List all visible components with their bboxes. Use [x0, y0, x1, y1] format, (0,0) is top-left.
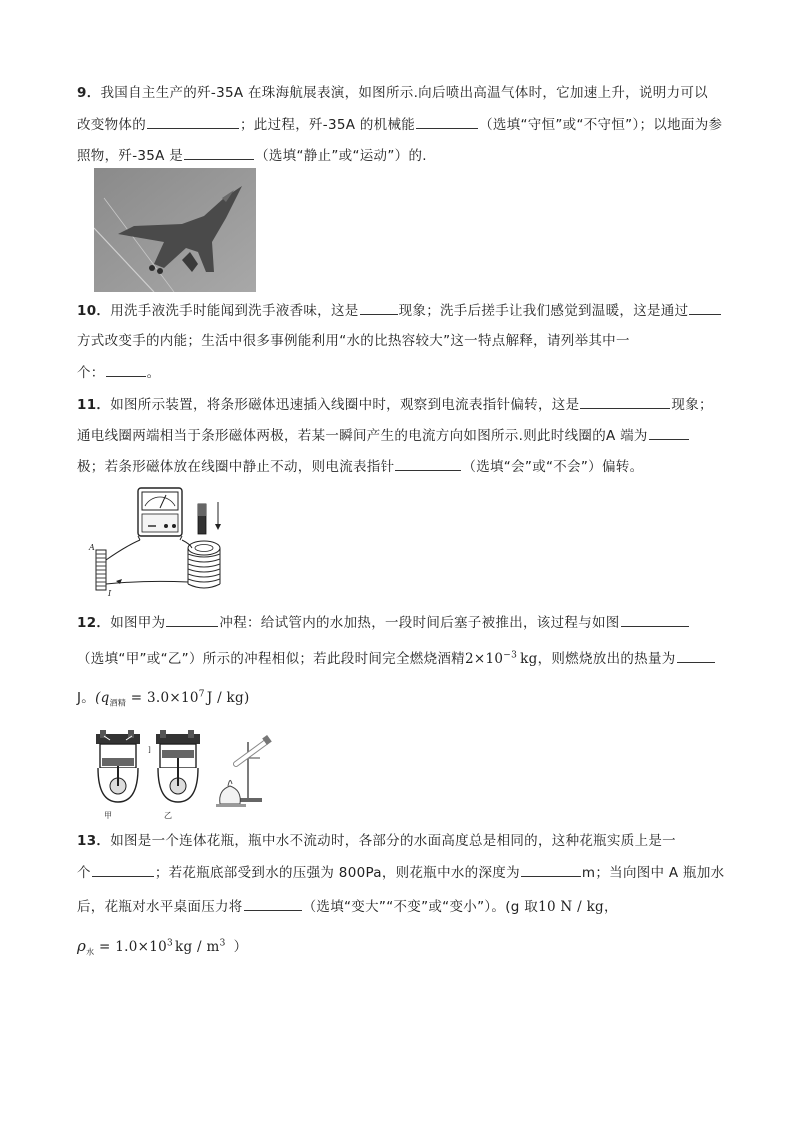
- q12-q-value: = 3.0×10: [126, 690, 199, 706]
- q13-rho-exp: 3: [167, 938, 174, 949]
- engine-jia-label: 甲: [104, 811, 112, 820]
- jet-image: [94, 168, 256, 292]
- q9-text-2c: （选填“守恒”或“不守恒”）；以地面为参: [479, 117, 723, 133]
- q13-blank-1[interactable]: [92, 862, 154, 877]
- q10-text-1a: 用洗手液洗手时能闻到洗手液香味，这是: [110, 303, 359, 319]
- q12-q-symbol: (q: [95, 690, 110, 706]
- q11-blank-2[interactable]: [649, 425, 689, 440]
- q12-text-1b: 冲程：给试管内的水加热，一段时间后塞子被推出，该过程与如图: [219, 615, 620, 631]
- q13-g-value: 10 N / kg: [538, 899, 604, 915]
- q12-blank-3[interactable]: [677, 648, 715, 663]
- q10-text-2: 方式改变手的内能；生活中很多事例能利用“水的比热容较大”这一特点解释，请列举其中一: [77, 333, 630, 349]
- down-arrow-icon: [215, 502, 221, 530]
- q12-blank-1[interactable]: [166, 612, 218, 627]
- q12-text-1a: 如图甲为: [110, 615, 166, 631]
- q11-line-3: [77, 456, 643, 477]
- galvanometer-icon: [138, 488, 182, 540]
- q13-line-1: [77, 831, 676, 851]
- q13-rho-value: = 1.0×10: [94, 939, 167, 955]
- q12-engine-figure: [90, 728, 272, 820]
- q12-text-2e: ，则燃烧放出的热量为: [537, 651, 676, 667]
- q9-line-1: [77, 83, 708, 103]
- q9-blank-3[interactable]: [184, 145, 254, 160]
- q11-line-2: [77, 425, 690, 446]
- q9-text-3a: 照物，歼-35A 是: [77, 148, 184, 164]
- q13-rho-unit-exp: 3: [219, 938, 226, 949]
- q13-text-3a: 后，花瓶对水平桌面压力将: [77, 899, 243, 915]
- q12-blank-2[interactable]: [621, 612, 689, 627]
- q12-text-3a: J。: [77, 690, 96, 706]
- q9-blank-1[interactable]: [147, 114, 239, 129]
- q10-text-3a: 个：: [77, 365, 105, 381]
- q13-text-3b: （选填“变大”“不变”或“变小”）。(g 取: [302, 899, 539, 915]
- q13-line-4: [77, 936, 247, 957]
- q9-line-3: [77, 145, 427, 166]
- svg-text:]: ]: [148, 746, 151, 754]
- q12-mass-base: 2×10: [464, 651, 504, 667]
- q13-rho-unit: kg / m: [175, 939, 220, 955]
- q10-line-3: [77, 362, 160, 383]
- q9-number: 9．: [77, 85, 101, 101]
- engine-jia-icon: [96, 730, 140, 802]
- small-coil-icon: [96, 550, 106, 590]
- q13-blank-2[interactable]: [521, 862, 581, 877]
- q11-blank-3[interactable]: [395, 456, 461, 471]
- q12-number: 12．: [77, 615, 111, 631]
- q10-text-3b: 。: [146, 365, 161, 381]
- engine-yi-icon: [156, 730, 200, 802]
- q13-text-2b: ；若花瓶底部受到水的压强为 800Pa，则花瓶中水的深度为: [154, 865, 520, 881]
- q9-text-3b: （选填“静止”或“运动”）的.: [255, 148, 427, 164]
- q12-line-3: [77, 688, 250, 708]
- q11-blank-1[interactable]: [580, 394, 670, 409]
- engine-yi-label: 乙: [164, 811, 172, 820]
- q11-text-1b: 现象；: [671, 397, 713, 413]
- q13-line-2: [77, 862, 724, 883]
- q10-line-2: [77, 331, 630, 351]
- q9-text-1: 我国自主生产的歼-35A 在珠海航展表演，如图所示.向后喷出高温气体时，它加速上升，说明力可以: [100, 85, 708, 101]
- q13-line-3: [77, 896, 618, 917]
- test-tube-apparatus-icon: [216, 735, 272, 807]
- q12-q-unit: J / kg): [206, 690, 250, 706]
- q13-blank-3[interactable]: [244, 896, 302, 911]
- q11-text-2a: 通电线圈两端相当于条形磁体两极，若某一瞬间产生的电流方向如图所示.则此时线圈的A 端为: [77, 428, 648, 444]
- q9-text-2a: 改变物体的: [77, 117, 146, 133]
- q13-text-2a: 个: [77, 865, 91, 881]
- q12-mass-exp: −3: [503, 650, 518, 661]
- q10-blank-2[interactable]: [689, 300, 721, 315]
- q11-text-3a: 极；若条形磁体放在线圈中静止不动，则电流表指针: [77, 459, 395, 475]
- q11-text-3b: （选填“会”或“不会”）偏转。: [462, 459, 644, 475]
- coil-icon: [188, 541, 220, 588]
- q13-text-1: 如图是一个连体花瓶，瓶中水不流动时，各部分的水面高度总是相同的，这种花瓶实质上是一: [110, 833, 676, 849]
- bar-magnet-icon: [198, 504, 206, 534]
- q12-q-subscript: 酒精: [109, 698, 127, 708]
- q10-blank-1[interactable]: [360, 300, 398, 315]
- q11-line-1: [77, 394, 713, 415]
- q13-rho-subscript: 水: [86, 947, 95, 957]
- q13-text-3d: ，: [604, 899, 618, 915]
- coil-end-label-a: A: [89, 543, 95, 552]
- q13-text-4g: ）: [233, 939, 248, 955]
- q12-line-1: [77, 612, 690, 633]
- q12-q-exp: 7: [198, 689, 205, 700]
- current-label-i: I: [108, 589, 112, 598]
- q12-mass-unit: kg: [520, 651, 538, 667]
- q10-number: 10．: [77, 303, 111, 319]
- q10-text-1b: 现象；洗手后搓手让我们感觉到温暖，这是通过: [398, 303, 689, 319]
- q13-number: 13．: [77, 833, 111, 849]
- q11-text-1a: 如图所示装置，将条形磁体迅速插入线圈中时，观察到电流表指针偏转，这是: [110, 397, 580, 413]
- q10-line-1: [77, 300, 722, 321]
- q9-jet-photo: [94, 168, 256, 292]
- q13-text-2c: m；当向图中 A 瓶加水: [581, 865, 725, 881]
- q13-rho-symbol: ρ: [77, 937, 87, 955]
- q9-text-2b: ；此过程，歼-35A 的机械能: [240, 117, 416, 133]
- q12-line-2: [77, 648, 716, 669]
- q10-blank-3[interactable]: [106, 362, 146, 377]
- q9-line-2: [77, 114, 722, 135]
- q12-text-2a: （选填“甲”或“乙”）所示的冲程相似；若此段时间完全燃烧酒精: [77, 651, 465, 667]
- q9-blank-2[interactable]: [416, 114, 478, 129]
- q11-induction-figure: [86, 484, 236, 600]
- q11-number: 11．: [77, 397, 111, 413]
